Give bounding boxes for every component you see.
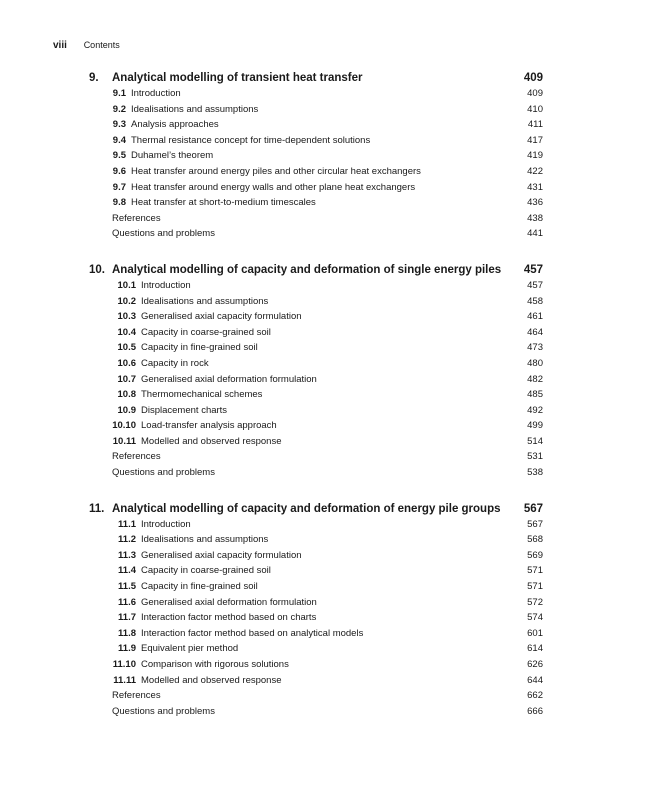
toc-entry: [89, 135, 543, 151]
section-title: Idealisations and assumptions: [131, 103, 259, 115]
toc-entry: [89, 182, 543, 198]
section-page: 482: [527, 373, 543, 385]
section-number: 10.1: [117, 279, 136, 291]
toc-entry: [89, 519, 543, 535]
chapter-page: 567: [523, 502, 543, 515]
toc-entry: [89, 659, 543, 675]
section-title: Thermomechanical schemes: [141, 389, 263, 401]
section-page: 422: [527, 165, 543, 177]
toc-entry: [89, 150, 543, 166]
section-title: Idealisations and assumptions: [141, 534, 269, 546]
toc-entry: [89, 597, 543, 613]
section-number: 9.6: [112, 165, 126, 177]
section-title: Capacity in coarse-grained soil: [141, 326, 271, 338]
section-number: 10.8: [117, 389, 136, 401]
chapter-heading: [89, 72, 543, 88]
running-title: Contents: [83, 40, 120, 50]
section-title: Introduction: [141, 279, 191, 291]
section-page: 567: [527, 518, 543, 530]
chapter-title: Analytical modelling of transient heat transfer: [112, 72, 363, 84]
toc-entry: [89, 311, 543, 327]
section-page: 485: [527, 389, 543, 401]
section-page: 464: [527, 326, 543, 338]
toc-entry-references: [89, 213, 543, 229]
toc-entry: [89, 88, 543, 104]
section-number: 9.3: [112, 119, 126, 131]
section-title: Idealisations and assumptions: [141, 295, 269, 307]
section-page: 473: [527, 342, 543, 354]
toc-entry: [89, 405, 543, 421]
section-title: Load-transfer analysis approach: [141, 420, 277, 432]
toc-entry: [89, 612, 543, 628]
section-page: 419: [527, 150, 543, 162]
toc-entry: [89, 166, 543, 182]
section-number: 11.2: [118, 534, 136, 546]
section-page: 531: [527, 451, 543, 463]
section-number: 10.9: [117, 404, 136, 416]
section-title: Displacement charts: [141, 404, 228, 416]
section-title: Analysis approaches: [131, 119, 219, 131]
section-title: Capacity in fine-grained soil: [141, 581, 258, 593]
section-title: Questions and problems: [112, 228, 215, 240]
section-page: 492: [527, 404, 543, 416]
section-title: References: [112, 451, 161, 463]
section-page: 644: [527, 674, 543, 686]
section-page: 480: [527, 357, 543, 369]
section-page: 571: [527, 565, 543, 577]
section-title: Generalised axial capacity formulation: [141, 311, 302, 323]
chapter-title: Analytical modelling of capacity and deformation of energy pile groups: [112, 502, 501, 515]
section-page: 436: [527, 197, 543, 209]
chapter-10: [89, 264, 543, 483]
section-title: Thermal resistance concept for time-dependent solutions: [131, 134, 371, 146]
section-number: 11.4: [118, 565, 136, 577]
section-number: 9.1: [112, 88, 126, 99]
chapter-page: 409: [523, 72, 543, 84]
toc-entry: [89, 420, 543, 436]
section-number: 11.10: [112, 659, 136, 670]
section-page: 411: [527, 119, 543, 131]
section-page: 461: [527, 311, 543, 323]
section-page: 441: [527, 228, 543, 240]
section-page: 571: [527, 581, 543, 593]
chapter-11: [89, 503, 543, 722]
chapter-title: Analytical modelling of capacity and deformation of single energy piles: [112, 263, 502, 276]
section-title: Interaction factor method based on analytical models: [141, 627, 364, 639]
toc-entry: [89, 358, 543, 374]
section-number: 9.7: [112, 181, 126, 193]
chapter-9: [89, 72, 543, 244]
section-page: 499: [527, 420, 543, 432]
section-number: 10.11: [112, 435, 136, 447]
section-title: Questions and problems: [112, 467, 215, 479]
section-number: 9.2: [112, 103, 126, 115]
section-page: 457: [527, 279, 543, 291]
chapter-number: 11.: [89, 502, 105, 515]
toc: [89, 72, 543, 741]
section-number: 10.4: [117, 326, 136, 338]
section-title: Generalised axial deformation formulation: [141, 596, 317, 608]
section-page: 417: [527, 134, 543, 146]
section-page: 409: [527, 88, 543, 99]
section-page: 601: [527, 627, 543, 639]
toc-entry: [89, 296, 543, 312]
section-title: Heat transfer at short-to-medium timescales: [131, 197, 316, 209]
toc-entry: [89, 374, 543, 390]
section-number: 11.8: [118, 627, 136, 639]
section-page: 410: [527, 103, 543, 115]
toc-entry: [89, 197, 543, 213]
toc-entry: [89, 581, 543, 597]
section-number: 11.6: [118, 596, 136, 608]
toc-entry: [89, 327, 543, 343]
section-number: 11.3: [118, 549, 136, 561]
section-title: Introduction: [131, 88, 181, 99]
section-number: 10.10: [112, 420, 136, 432]
toc-entry: [89, 675, 543, 691]
section-title: Equivalent pier method: [141, 643, 239, 655]
section-page: 572: [527, 596, 543, 608]
section-number: 9.4: [112, 134, 126, 146]
section-title: Capacity in fine-grained soil: [141, 342, 258, 354]
section-title: Modelled and observed response: [141, 435, 282, 447]
section-title: References: [112, 212, 161, 224]
section-page: 538: [527, 467, 543, 479]
section-page: 662: [527, 690, 543, 702]
section-title: Duhamel’s theorem: [131, 150, 214, 162]
toc-entry: [89, 436, 543, 452]
chapter-heading: [89, 503, 543, 519]
section-page: 568: [527, 534, 543, 546]
toc-entry: [89, 389, 543, 405]
section-number: 10.5: [117, 342, 136, 354]
section-number: 11.7: [118, 612, 136, 624]
section-number: 10.6: [117, 357, 136, 369]
section-number: 9.8: [112, 197, 126, 209]
section-title: Introduction: [141, 518, 191, 530]
running-head: [53, 40, 120, 51]
section-page: 614: [527, 643, 543, 655]
section-title: Questions and problems: [112, 705, 215, 717]
section-title: Generalised axial capacity formulation: [141, 549, 302, 561]
section-page: 431: [527, 181, 543, 193]
section-page: 458: [527, 295, 543, 307]
page-number: viii: [53, 40, 67, 51]
chapter-number: 10.: [89, 263, 105, 276]
section-page: 574: [527, 612, 543, 624]
section-title: Generalised axial deformation formulation: [141, 373, 317, 385]
chapter-heading: [89, 264, 543, 280]
toc-entry: [89, 643, 543, 659]
toc-entry-questions: [89, 467, 543, 483]
section-number: 10.3: [117, 311, 136, 323]
chapter-number: 9.: [89, 72, 99, 84]
section-title: Capacity in coarse-grained soil: [141, 565, 271, 577]
section-title: References: [112, 690, 161, 702]
toc-entry-questions: [89, 706, 543, 722]
toc-entry: [89, 534, 543, 550]
section-title: Heat transfer around energy walls and other plane heat exchangers: [131, 181, 416, 193]
section-page: 514: [527, 435, 543, 447]
section-page: 569: [527, 549, 543, 561]
toc-entry-questions: [89, 228, 543, 244]
toc-entry: [89, 280, 543, 296]
section-number: 9.5: [112, 150, 126, 162]
toc-entry-references: [89, 451, 543, 467]
section-title: Comparison with rigorous solutions: [141, 659, 289, 670]
section-page: 438: [527, 212, 543, 224]
section-title: Interaction factor method based on charts: [141, 612, 317, 624]
chapter-page: 457: [523, 263, 543, 276]
section-title: Modelled and observed response: [141, 674, 282, 686]
toc-entry: [89, 628, 543, 644]
toc-entry: [89, 565, 543, 581]
section-number: 11.5: [118, 581, 136, 593]
toc-entry: [89, 342, 543, 358]
section-number: 11.9: [118, 643, 136, 655]
toc-entry-references: [89, 690, 543, 706]
section-title: Heat transfer around energy piles and other circular heat exchangers: [131, 165, 421, 177]
section-number: 10.7: [117, 373, 136, 385]
section-page: 626: [527, 659, 543, 670]
section-number: 10.2: [117, 295, 136, 307]
section-page: 666: [527, 705, 543, 717]
section-number: 11.1: [118, 518, 136, 530]
section-title: Capacity in rock: [141, 357, 209, 369]
toc-entry: [89, 119, 543, 135]
section-number: 11.11: [113, 674, 136, 686]
toc-entry: [89, 104, 543, 120]
toc-entry: [89, 550, 543, 566]
